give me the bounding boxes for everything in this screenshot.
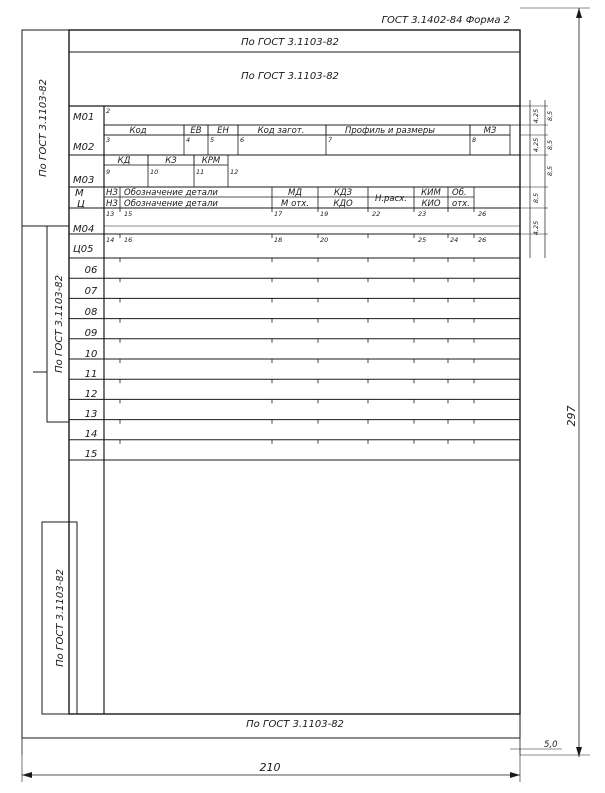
row-label-08: 08: [84, 307, 98, 318]
c-header-kio: КИО: [421, 199, 441, 209]
m03-header-krm: КРМ: [201, 156, 221, 166]
row-label-07: 07: [84, 286, 98, 297]
height-arrow-top: [576, 8, 582, 18]
side-ref-text-bottom: По ГОСТ 3.1103-82: [55, 569, 66, 667]
m02-header-en: ЕН: [217, 126, 229, 136]
bottom-ref-text: По ГОСТ 3.1103-82: [246, 719, 344, 730]
c05-cell-25: 25: [418, 236, 427, 244]
m02-header-mz: МЗ: [483, 126, 497, 136]
side-ref-text-top: По ГОСТ 3.1103-82: [38, 79, 49, 177]
row-label-06: 06: [84, 265, 98, 276]
m02-cell-4: 4: [186, 136, 191, 144]
c-header-motx: М отх.: [281, 199, 309, 209]
m-header-md: МД: [288, 188, 302, 198]
m-header-part: Обозначение детали: [124, 188, 218, 198]
m02-value-cells: [104, 135, 510, 155]
m03-cell-10: 10: [150, 168, 159, 176]
form-title: ГОСТ 3.1402-84 Форма 2: [381, 15, 510, 26]
row-label-12: 12: [84, 389, 98, 400]
second-ref-text: По ГОСТ 3.1103-82: [241, 71, 339, 82]
m02-header-code: Код: [129, 126, 147, 136]
m01-cell-2: 2: [106, 107, 111, 115]
c05-cell-18: 18: [274, 236, 283, 244]
m03-cell-12: 12: [230, 168, 239, 176]
c-header-otx: отх.: [452, 199, 470, 209]
row-label-14: 14: [84, 429, 98, 440]
m-header-kdz: КДЗ: [333, 188, 353, 198]
m02-header-profile: Профиль и размеры: [344, 126, 436, 136]
m04-cell-13: 13: [106, 210, 115, 218]
row-label-11: 11: [84, 369, 98, 380]
row-label-m: М: [75, 188, 84, 199]
dim-label-d: 8,5: [546, 139, 554, 151]
m-header-kim: КИМ: [421, 188, 441, 198]
dim-label-g: 4,25: [532, 220, 540, 236]
width-dim-label: 210: [259, 761, 281, 774]
row-label-m04: М04: [73, 224, 95, 235]
m-header-nrash: Н.расх.: [374, 194, 408, 204]
m03-cell-9: 9: [106, 168, 111, 176]
c05-cell-20: 20: [320, 236, 329, 244]
row-label-c: Ц: [77, 199, 85, 210]
row-label-13: 13: [84, 409, 98, 420]
c05-cell-16: 16: [124, 236, 133, 244]
row-label-m03: М03: [73, 175, 95, 186]
m04-cell-17: 17: [274, 210, 283, 218]
m04-cell-26: 26: [478, 210, 487, 218]
height-arrow-bottom: [576, 747, 582, 757]
c05-cell-14: 14: [106, 236, 115, 244]
row-label-10: 10: [84, 349, 98, 360]
row-label-m02: М02: [73, 142, 95, 153]
width-arrow-right: [510, 772, 520, 778]
c05-cell-26b: 26: [478, 236, 487, 244]
page-border: [22, 30, 520, 738]
m02-cell-7: 7: [328, 136, 333, 144]
m02-header-blank-code: Код загот.: [257, 126, 305, 136]
dim-label-b: 8,5: [546, 110, 554, 122]
m-header-nz: НЗ: [106, 188, 118, 198]
dim-label-c: 4,25: [532, 137, 540, 153]
m04-cell-22: 22: [372, 210, 381, 218]
dim-label-a: 4,25: [532, 108, 540, 124]
m02-cell-6: 6: [240, 136, 245, 144]
m04-cell-19: 19: [320, 210, 329, 218]
m02-cell-5: 5: [210, 136, 215, 144]
m02-cell-3: 3: [106, 136, 111, 144]
row-label-c05: Ц05: [73, 244, 94, 255]
dim-label-e: 8,5: [546, 165, 554, 177]
width-arrow-left: [22, 772, 32, 778]
c-header-kdo: КДО: [333, 199, 353, 209]
row-label-m01: М01: [73, 112, 95, 123]
m03-cell-11: 11: [196, 168, 205, 176]
m02-header-ev: ЕВ: [190, 126, 202, 136]
m-header-ob: Об.: [452, 188, 467, 198]
height-dim-label: 297: [565, 405, 578, 427]
m04-cell-15: 15: [124, 210, 133, 218]
side-ref-text-middle: По ГОСТ 3.1103-82: [54, 275, 65, 373]
m02-cell-8: 8: [472, 136, 477, 144]
row-label-15: 15: [84, 449, 98, 460]
m04-cell-23: 23: [418, 210, 427, 218]
c05-cell-24: 24: [450, 236, 459, 244]
dim-label-f: 8,5: [532, 192, 540, 204]
m03-header-kz: КЗ: [165, 156, 177, 166]
margin-dim-label: 5,0: [544, 740, 558, 750]
m02-header-cells: [104, 125, 510, 135]
row-label-09: 09: [84, 328, 98, 339]
top-ref-text: По ГОСТ 3.1103-82: [241, 37, 339, 48]
m03-header-kd: КД: [117, 156, 131, 166]
c-header-part: Обозначение детали: [124, 199, 218, 209]
data-rows-grid: [69, 208, 520, 460]
c-header-nz: НЗ: [106, 199, 118, 209]
